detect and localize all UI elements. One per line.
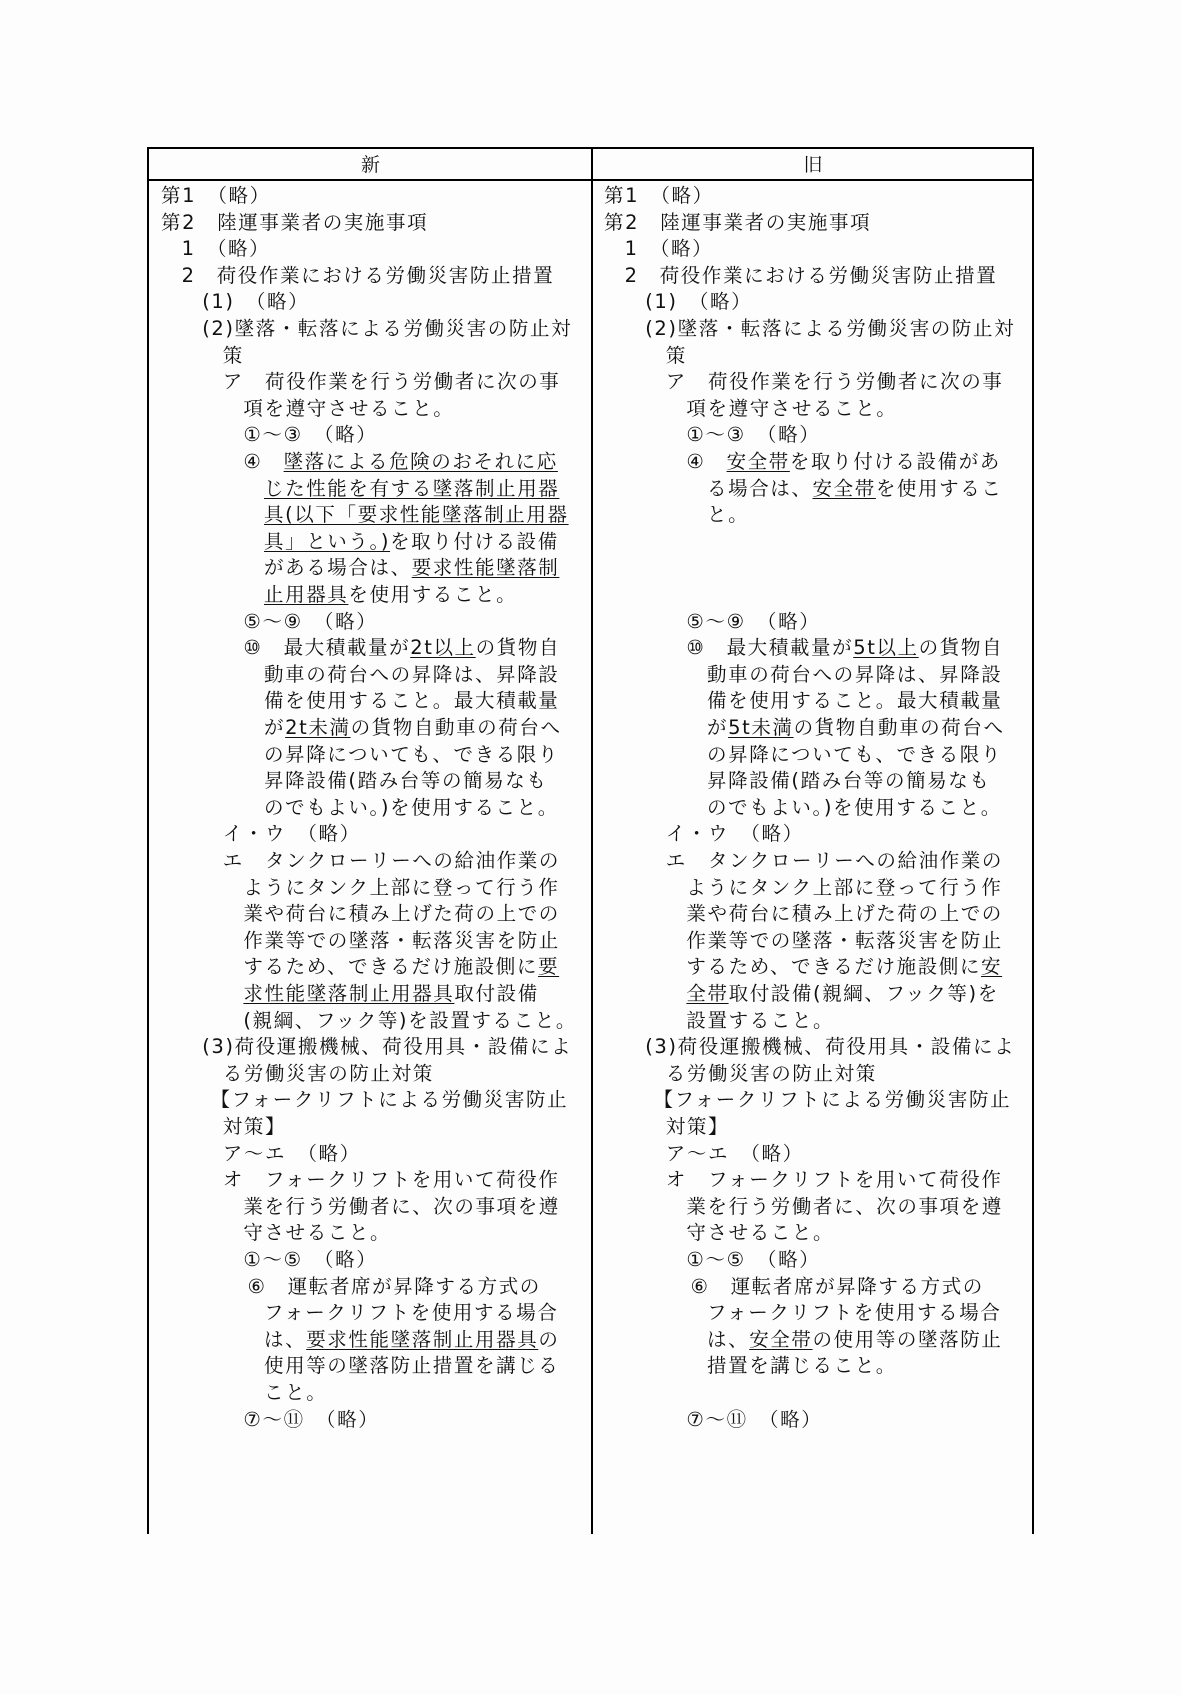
text-segment: 昇降設備(踏み台等の簡易なも bbox=[707, 769, 991, 793]
amended-text: 要 bbox=[538, 955, 560, 979]
text-line bbox=[264, 528, 559, 556]
text-line bbox=[686, 448, 1001, 476]
text-line bbox=[202, 1033, 572, 1061]
text-segment: が bbox=[264, 716, 286, 739]
comparison-table bbox=[147, 147, 1034, 1534]
text-segment: 動車の荷台への昇降は、昇降設 bbox=[707, 662, 1003, 686]
amended-text: 2t以上 bbox=[410, 636, 476, 660]
text-segment: 動車の荷台への昇降は、昇降設 bbox=[264, 662, 560, 686]
text-segment: を使用するこ bbox=[875, 476, 1003, 500]
text-line bbox=[243, 608, 377, 636]
text-line bbox=[604, 182, 714, 210]
text-line bbox=[645, 1033, 1015, 1061]
text-segment: 1 （略） bbox=[181, 237, 271, 261]
text-segment: ア～エ （略） bbox=[665, 1141, 804, 1165]
text-segment: の昇降についても、できる限り bbox=[264, 742, 560, 766]
text-line bbox=[653, 1086, 1011, 1114]
text-line bbox=[686, 395, 897, 423]
text-line bbox=[243, 421, 377, 449]
text-segment: 第2 陸運事業者の実施事項 bbox=[604, 210, 872, 234]
text-line bbox=[243, 980, 538, 1008]
text-line bbox=[686, 1246, 820, 1274]
text-segment: するため、できるだけ施設側に bbox=[686, 955, 982, 979]
text-segment: の bbox=[538, 1327, 560, 1351]
text-line bbox=[202, 315, 572, 343]
text-line bbox=[707, 1299, 1001, 1327]
text-segment: ア 荷役作業を行う労働者に次の事 bbox=[222, 370, 561, 394]
text-line bbox=[707, 1352, 897, 1380]
text-line bbox=[264, 794, 559, 822]
text-line bbox=[707, 687, 1002, 715]
text-segment: の貨物自 bbox=[475, 636, 561, 660]
text-segment: 項を遵守させること。 bbox=[243, 396, 455, 420]
text-segment: ④ bbox=[243, 450, 284, 473]
text-line bbox=[264, 687, 559, 715]
text-segment: ⑥ 運転者席が昇降する方式の bbox=[690, 1274, 984, 1298]
text-segment: ⑩ 最大積載量が bbox=[686, 636, 854, 660]
text-segment: 業や荷台に積み上げた荷の上での bbox=[686, 902, 1003, 926]
text-segment: フォークリフトを使用する場合 bbox=[264, 1301, 559, 1325]
text-segment: 第1 （略） bbox=[161, 184, 271, 207]
text-segment: 策 bbox=[665, 343, 687, 367]
text-line bbox=[264, 714, 562, 742]
text-segment: ⑥ 運転者席が昇降する方式の bbox=[247, 1274, 541, 1298]
text-segment: のでもよい。)を使用すること。 bbox=[707, 795, 1002, 819]
text-line bbox=[243, 1193, 560, 1221]
text-segment: 業を行う労働者に、次の事項を遵 bbox=[243, 1194, 560, 1218]
text-segment: ⑦～⑪ （略） bbox=[686, 1407, 823, 1431]
text-line bbox=[264, 554, 559, 582]
text-segment: 措置を講じること。 bbox=[707, 1354, 897, 1378]
text-segment: 対策】 bbox=[665, 1115, 730, 1138]
text-segment: イ・ウ （略） bbox=[665, 822, 804, 846]
text-segment: 使用等の墜落防止措置を講じる bbox=[264, 1354, 560, 1378]
text-segment: ようにタンク上部に登って行う作 bbox=[686, 875, 1003, 899]
amended-text: 全帯 bbox=[686, 982, 729, 1005]
text-line bbox=[210, 1086, 568, 1114]
text-line bbox=[223, 368, 561, 396]
text-segment: 業や荷台に積み上げた荷の上での bbox=[243, 902, 560, 926]
text-segment: オ フォークリフトを用いて荷役作 bbox=[222, 1168, 560, 1192]
text-line bbox=[243, 1246, 377, 1274]
text-line bbox=[243, 1007, 577, 1035]
text-line bbox=[707, 767, 991, 795]
text-line bbox=[707, 475, 1002, 503]
text-segment: ⑤～⑨ （略） bbox=[243, 609, 378, 633]
text-segment: ①～⑤ （略） bbox=[686, 1248, 821, 1271]
amended-text: 5t以上 bbox=[853, 636, 919, 660]
text-segment: 【フォークリフトによる労働災害防止 bbox=[653, 1088, 1012, 1112]
text-segment: ようにタンク上部に登って行う作 bbox=[243, 875, 560, 899]
text-segment: ⑤～⑨ （略） bbox=[686, 609, 821, 633]
text-line bbox=[223, 847, 560, 875]
text-line bbox=[686, 1406, 822, 1434]
text-segment: オ フォークリフトを用いて荷役作 bbox=[665, 1168, 1003, 1192]
text-segment: 備を使用すること。最大積載量 bbox=[707, 689, 1003, 713]
header-new: 新 bbox=[149, 149, 592, 181]
text-line bbox=[264, 501, 569, 529]
text-segment: がある場合は、 bbox=[264, 556, 412, 580]
text-line bbox=[243, 1219, 391, 1247]
amended-text: 具」という。) bbox=[264, 529, 391, 553]
text-line bbox=[264, 1352, 559, 1380]
text-segment: 1 （略） bbox=[624, 237, 714, 261]
text-segment: ⑦～⑪ （略） bbox=[243, 1407, 380, 1431]
text-segment: ①～③ （略） bbox=[243, 423, 378, 447]
column-divider bbox=[591, 149, 593, 1534]
text-line bbox=[686, 608, 820, 636]
text-line bbox=[202, 288, 309, 316]
text-segment: するため、できるだけ施設側に bbox=[243, 955, 539, 979]
amended-text: 5t未満 bbox=[728, 716, 794, 739]
text-line bbox=[707, 714, 1005, 742]
text-segment: を取り付ける設備があ bbox=[789, 450, 1001, 473]
text-segment: (1) （略） bbox=[202, 290, 310, 314]
text-segment: の貨物自 bbox=[918, 636, 1004, 660]
text-segment: 2 荷役作業における労働災害防止措置 bbox=[624, 263, 998, 287]
text-segment: が bbox=[707, 716, 729, 739]
text-line bbox=[243, 634, 560, 662]
text-segment: エ タンクローリーへの給油作業の bbox=[665, 849, 1004, 872]
text-line bbox=[686, 980, 998, 1008]
text-line bbox=[264, 1326, 559, 1354]
text-segment: ⑩ 最大積載量が bbox=[243, 636, 411, 660]
text-segment: ④ bbox=[686, 450, 727, 473]
text-segment: 取付設備 bbox=[454, 982, 539, 1005]
text-line bbox=[666, 1166, 1003, 1194]
text-line bbox=[686, 927, 1003, 955]
text-segment: る労働災害の防止対策 bbox=[222, 1061, 434, 1085]
amended-text: 安全帯 bbox=[812, 476, 876, 500]
text-line bbox=[666, 847, 1003, 875]
text-line bbox=[264, 741, 559, 769]
text-line bbox=[264, 475, 559, 503]
amended-text: 要求性能墜落制 bbox=[411, 556, 560, 580]
text-segment: の使用等の墜落防止 bbox=[812, 1327, 1003, 1351]
text-line bbox=[686, 1219, 834, 1247]
text-line bbox=[243, 395, 454, 423]
text-line bbox=[264, 581, 517, 609]
text-segment: 昇降設備(踏み台等の簡易なも bbox=[264, 769, 548, 793]
text-segment: ア 荷役作業を行う労働者に次の事 bbox=[665, 370, 1004, 394]
text-segment: 作業等での墜落・転落災害を防止 bbox=[243, 928, 560, 952]
text-segment: 対策】 bbox=[222, 1115, 287, 1138]
amended-text: 墜落による危険のおそれに応 bbox=[283, 450, 558, 473]
text-segment: る場合は、 bbox=[707, 476, 813, 500]
text-line bbox=[223, 1140, 361, 1168]
text-line bbox=[686, 1193, 1003, 1221]
amended-text: 安全帯 bbox=[726, 450, 790, 473]
amended-text: じた性能を有する墜落制止用器 bbox=[264, 476, 560, 500]
amended-text: 求性能墜落制止用器具 bbox=[243, 982, 455, 1005]
text-segment: の貨物自動車の荷台へ bbox=[793, 716, 1005, 739]
text-line bbox=[182, 262, 555, 290]
text-line bbox=[243, 900, 560, 928]
text-line bbox=[264, 1379, 327, 1407]
text-segment: (1) （略） bbox=[645, 290, 753, 314]
text-line bbox=[707, 741, 1002, 769]
text-line bbox=[243, 874, 559, 902]
text-line bbox=[625, 235, 714, 263]
text-segment: 守させること。 bbox=[686, 1221, 835, 1245]
text-line bbox=[243, 448, 558, 476]
text-line bbox=[182, 235, 271, 263]
header-old: 旧 bbox=[592, 149, 1034, 181]
text-segment: 項を遵守させること。 bbox=[686, 396, 898, 420]
text-segment: 第1 （略） bbox=[604, 184, 714, 207]
text-line bbox=[707, 501, 749, 529]
text-segment: は、 bbox=[707, 1327, 750, 1351]
text-line bbox=[223, 1166, 560, 1194]
text-segment: (3)荷役運搬機械、荷役用具・設備によ bbox=[202, 1035, 573, 1059]
text-line bbox=[666, 820, 804, 848]
text-segment: こと。 bbox=[264, 1381, 328, 1404]
text-segment: 第2 陸運事業者の実施事項 bbox=[161, 210, 429, 234]
text-line bbox=[604, 209, 871, 237]
text-line bbox=[666, 1140, 804, 1168]
text-segment: エ タンクローリーへの給油作業の bbox=[222, 849, 561, 872]
text-segment: を使用すること。 bbox=[348, 583, 518, 606]
text-segment: ①～⑤ （略） bbox=[243, 1248, 378, 1271]
text-segment: (3)荷役運搬機械、荷役用具・設備によ bbox=[645, 1035, 1016, 1059]
text-line bbox=[264, 1299, 558, 1327]
text-segment: と。 bbox=[707, 503, 750, 527]
text-segment: 2 荷役作業における労働災害防止措置 bbox=[181, 263, 555, 287]
text-line bbox=[161, 209, 428, 237]
text-line bbox=[264, 767, 548, 795]
text-segment: は、 bbox=[264, 1327, 307, 1351]
text-segment: のでもよい。)を使用すること。 bbox=[264, 795, 559, 819]
text-line bbox=[686, 1007, 834, 1035]
amended-text: 要求性能墜落制止用器具 bbox=[306, 1327, 539, 1351]
text-segment: ア～エ （略） bbox=[222, 1141, 361, 1165]
text-segment: (親綱、フック等)を設置すること。 bbox=[243, 1008, 577, 1032]
text-segment: の昇降についても、できる限り bbox=[707, 742, 1003, 766]
text-line bbox=[707, 794, 1002, 822]
text-line bbox=[223, 820, 361, 848]
text-line bbox=[243, 1406, 379, 1434]
text-line bbox=[264, 661, 559, 689]
text-line bbox=[223, 342, 244, 370]
text-segment: 業を行う労働者に、次の事項を遵 bbox=[686, 1194, 1003, 1218]
text-line bbox=[686, 634, 1003, 662]
text-line bbox=[666, 342, 687, 370]
text-line bbox=[686, 874, 1002, 902]
text-line bbox=[707, 1326, 1002, 1354]
text-line bbox=[707, 661, 1002, 689]
text-segment: 取付設備(親綱、フック等)を bbox=[728, 982, 999, 1005]
text-segment: 守させること。 bbox=[243, 1221, 392, 1245]
text-line bbox=[666, 368, 1004, 396]
text-segment: (2)墜落・転落による労働災害の防止対 bbox=[202, 317, 573, 340]
text-line bbox=[645, 315, 1015, 343]
text-segment: 作業等での墜落・転落災害を防止 bbox=[686, 928, 1003, 952]
text-line bbox=[248, 1273, 541, 1301]
text-line bbox=[223, 1113, 286, 1141]
text-line bbox=[223, 1060, 434, 1088]
amended-text: 安全帯 bbox=[749, 1327, 813, 1351]
text-line bbox=[691, 1273, 984, 1301]
text-line bbox=[625, 262, 998, 290]
text-line bbox=[666, 1113, 729, 1141]
text-segment: る労働災害の防止対策 bbox=[665, 1061, 877, 1085]
text-line bbox=[666, 1060, 877, 1088]
text-segment: ①～③ （略） bbox=[686, 423, 821, 447]
amended-text: 止用器具 bbox=[264, 583, 349, 606]
amended-text: 具(以下「要求性能墜落制止用器 bbox=[264, 503, 569, 527]
text-line bbox=[686, 900, 1003, 928]
text-line bbox=[686, 953, 1002, 981]
text-segment: 設置すること。 bbox=[686, 1008, 835, 1032]
text-segment: フォークリフトを使用する場合 bbox=[707, 1301, 1002, 1325]
amended-text: 安 bbox=[981, 955, 1003, 979]
text-line bbox=[686, 421, 820, 449]
text-line bbox=[243, 927, 560, 955]
text-line bbox=[645, 288, 752, 316]
amended-text: 2t未満 bbox=[285, 716, 351, 739]
text-segment: 【フォークリフトによる労働災害防止 bbox=[210, 1088, 569, 1112]
text-segment: の貨物自動車の荷台へ bbox=[350, 716, 562, 739]
text-line bbox=[243, 953, 559, 981]
text-segment: (2)墜落・転落による労働災害の防止対 bbox=[645, 317, 1016, 340]
text-segment: 策 bbox=[222, 343, 244, 367]
text-line bbox=[161, 182, 271, 210]
text-segment: を取り付ける設備 bbox=[390, 529, 559, 553]
text-segment: イ・ウ （略） bbox=[222, 822, 361, 846]
text-segment: 備を使用すること。最大積載量 bbox=[264, 689, 560, 713]
